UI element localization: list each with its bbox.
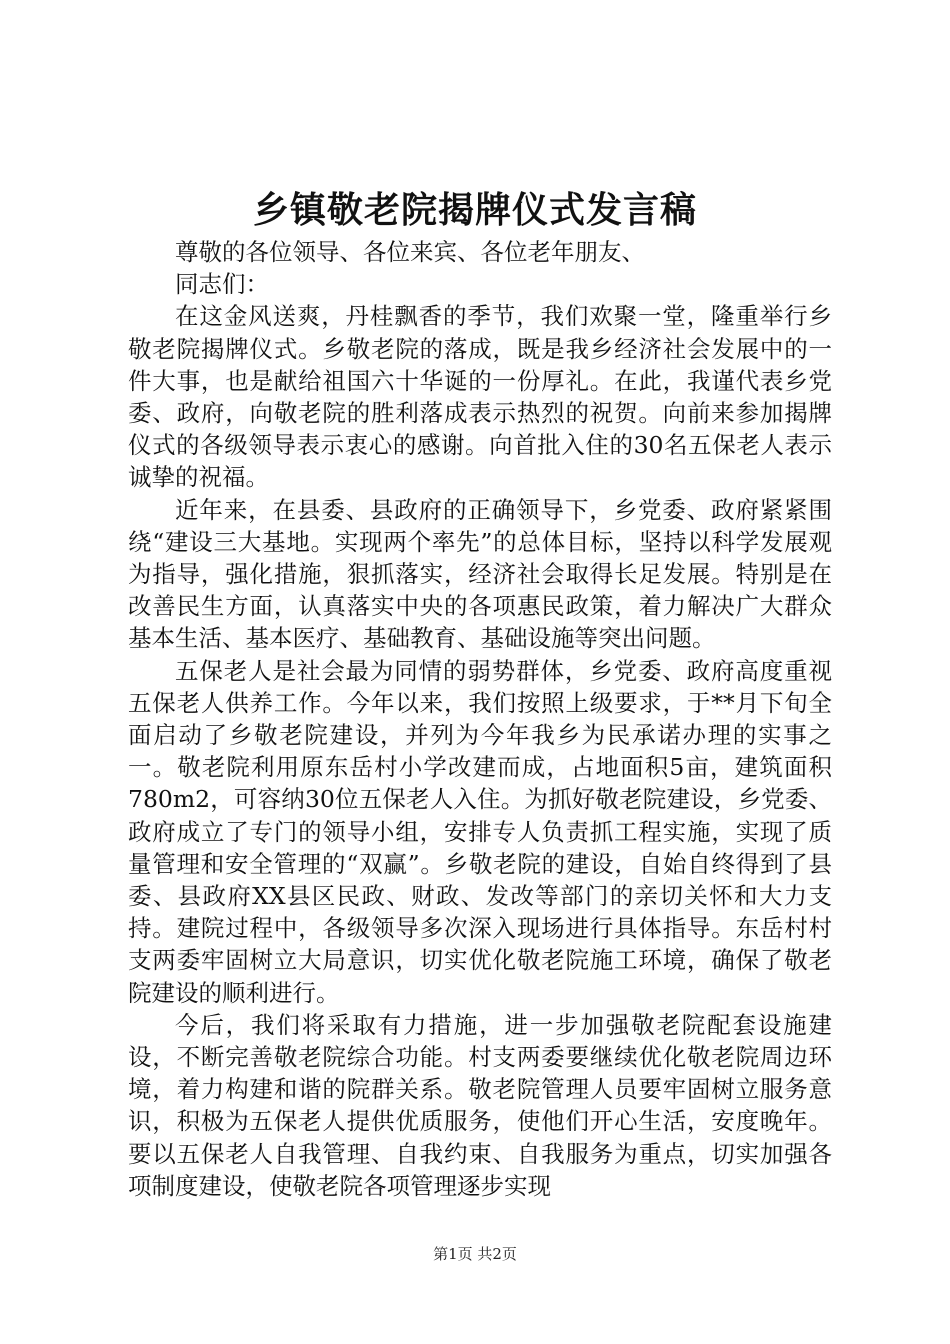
page-number-footer: 第1页 共2页: [433, 1245, 517, 1263]
body-paragraph: 近年来，在县委、县政府的正确领导下，乡党委、政府紧紧围绕“建设三大基地。实现两个率先”的总体目标，坚持以科学发展观为指导，强化措施，狠抓落实，经济社会取得长足发展。特别是在改善民生方面，认真落实中央的各项惠民政策，着力解决广大群众基本生活、基本医疗、基础教育、基础设施等突出问题。: [128, 495, 832, 653]
document-title: 乡镇敬老院揭牌仪式发言稿: [252, 189, 697, 231]
body-paragraph: 五保老人是社会最为同情的弱势群体，乡党委、政府高度重视五保老人供养工作。今年以来，我们按照上级要求，于**月下旬全面启动了乡敬老院建设，并列为今年我乡为民承诺办理的实事之一。敬老院利用原东岳村小学改建而成，占地面积5亩，建筑面积780m2，可容纳30位五保老人入住。为抓好敬老院建设，乡党委、政府成立了专门的领导小组，安排专人负责抓工程实施，实现了质量管理和安全管理的“双赢”。乡敬老院的建设，自始自终得到了县委、县政府XX县区民政、财政、发改等部门的亲切关怀和大力支持。建院过程中，各级领导多次深入现场进行具体指导。东岳村村支两委牢固树立大局意识，切实优化敬老院施工环境，确保了敬老院建设的顺利进行。: [128, 656, 832, 1007]
document-body: [128, 236, 832, 1202]
body-paragraph: 今后，我们将采取有力措施，进一步加强敬老院配套设施建设，不断完善敬老院综合功能。村支两委要继续优化敬老院周边环境，着力构建和谐的院群关系。敬老院管理人员要牢固树立服务意识，积极为五保老人提供优质服务，使他们开心生活，安度晚年。要以五保老人自我管理、自我约束、自我服务为重点，切实加强各项制度建设，使敬老院各项管理逐步实现: [128, 1010, 832, 1200]
greeting-line: 同志们：: [175, 270, 269, 299]
body-paragraph: 在这金风送爽，丹桂飘香的季节，我们欢聚一堂，隆重举行乡敬老院揭牌仪式。乡敬老院的落成，既是我乡经济社会发展中的一件大事，也是献给祖国六十华诞的一份厚礼。在此，我谨代表乡党委、政府，向敬老院的胜利落成表示热烈的祝贺。向前来参加揭牌仪式的各级领导表示衷心的感谢。向首批入住的30名五保老人表示诚挚的祝福。: [128, 302, 832, 492]
greeting-line: 尊敬的各位领导、各位来宾、各位老年朋友、: [175, 238, 645, 266]
